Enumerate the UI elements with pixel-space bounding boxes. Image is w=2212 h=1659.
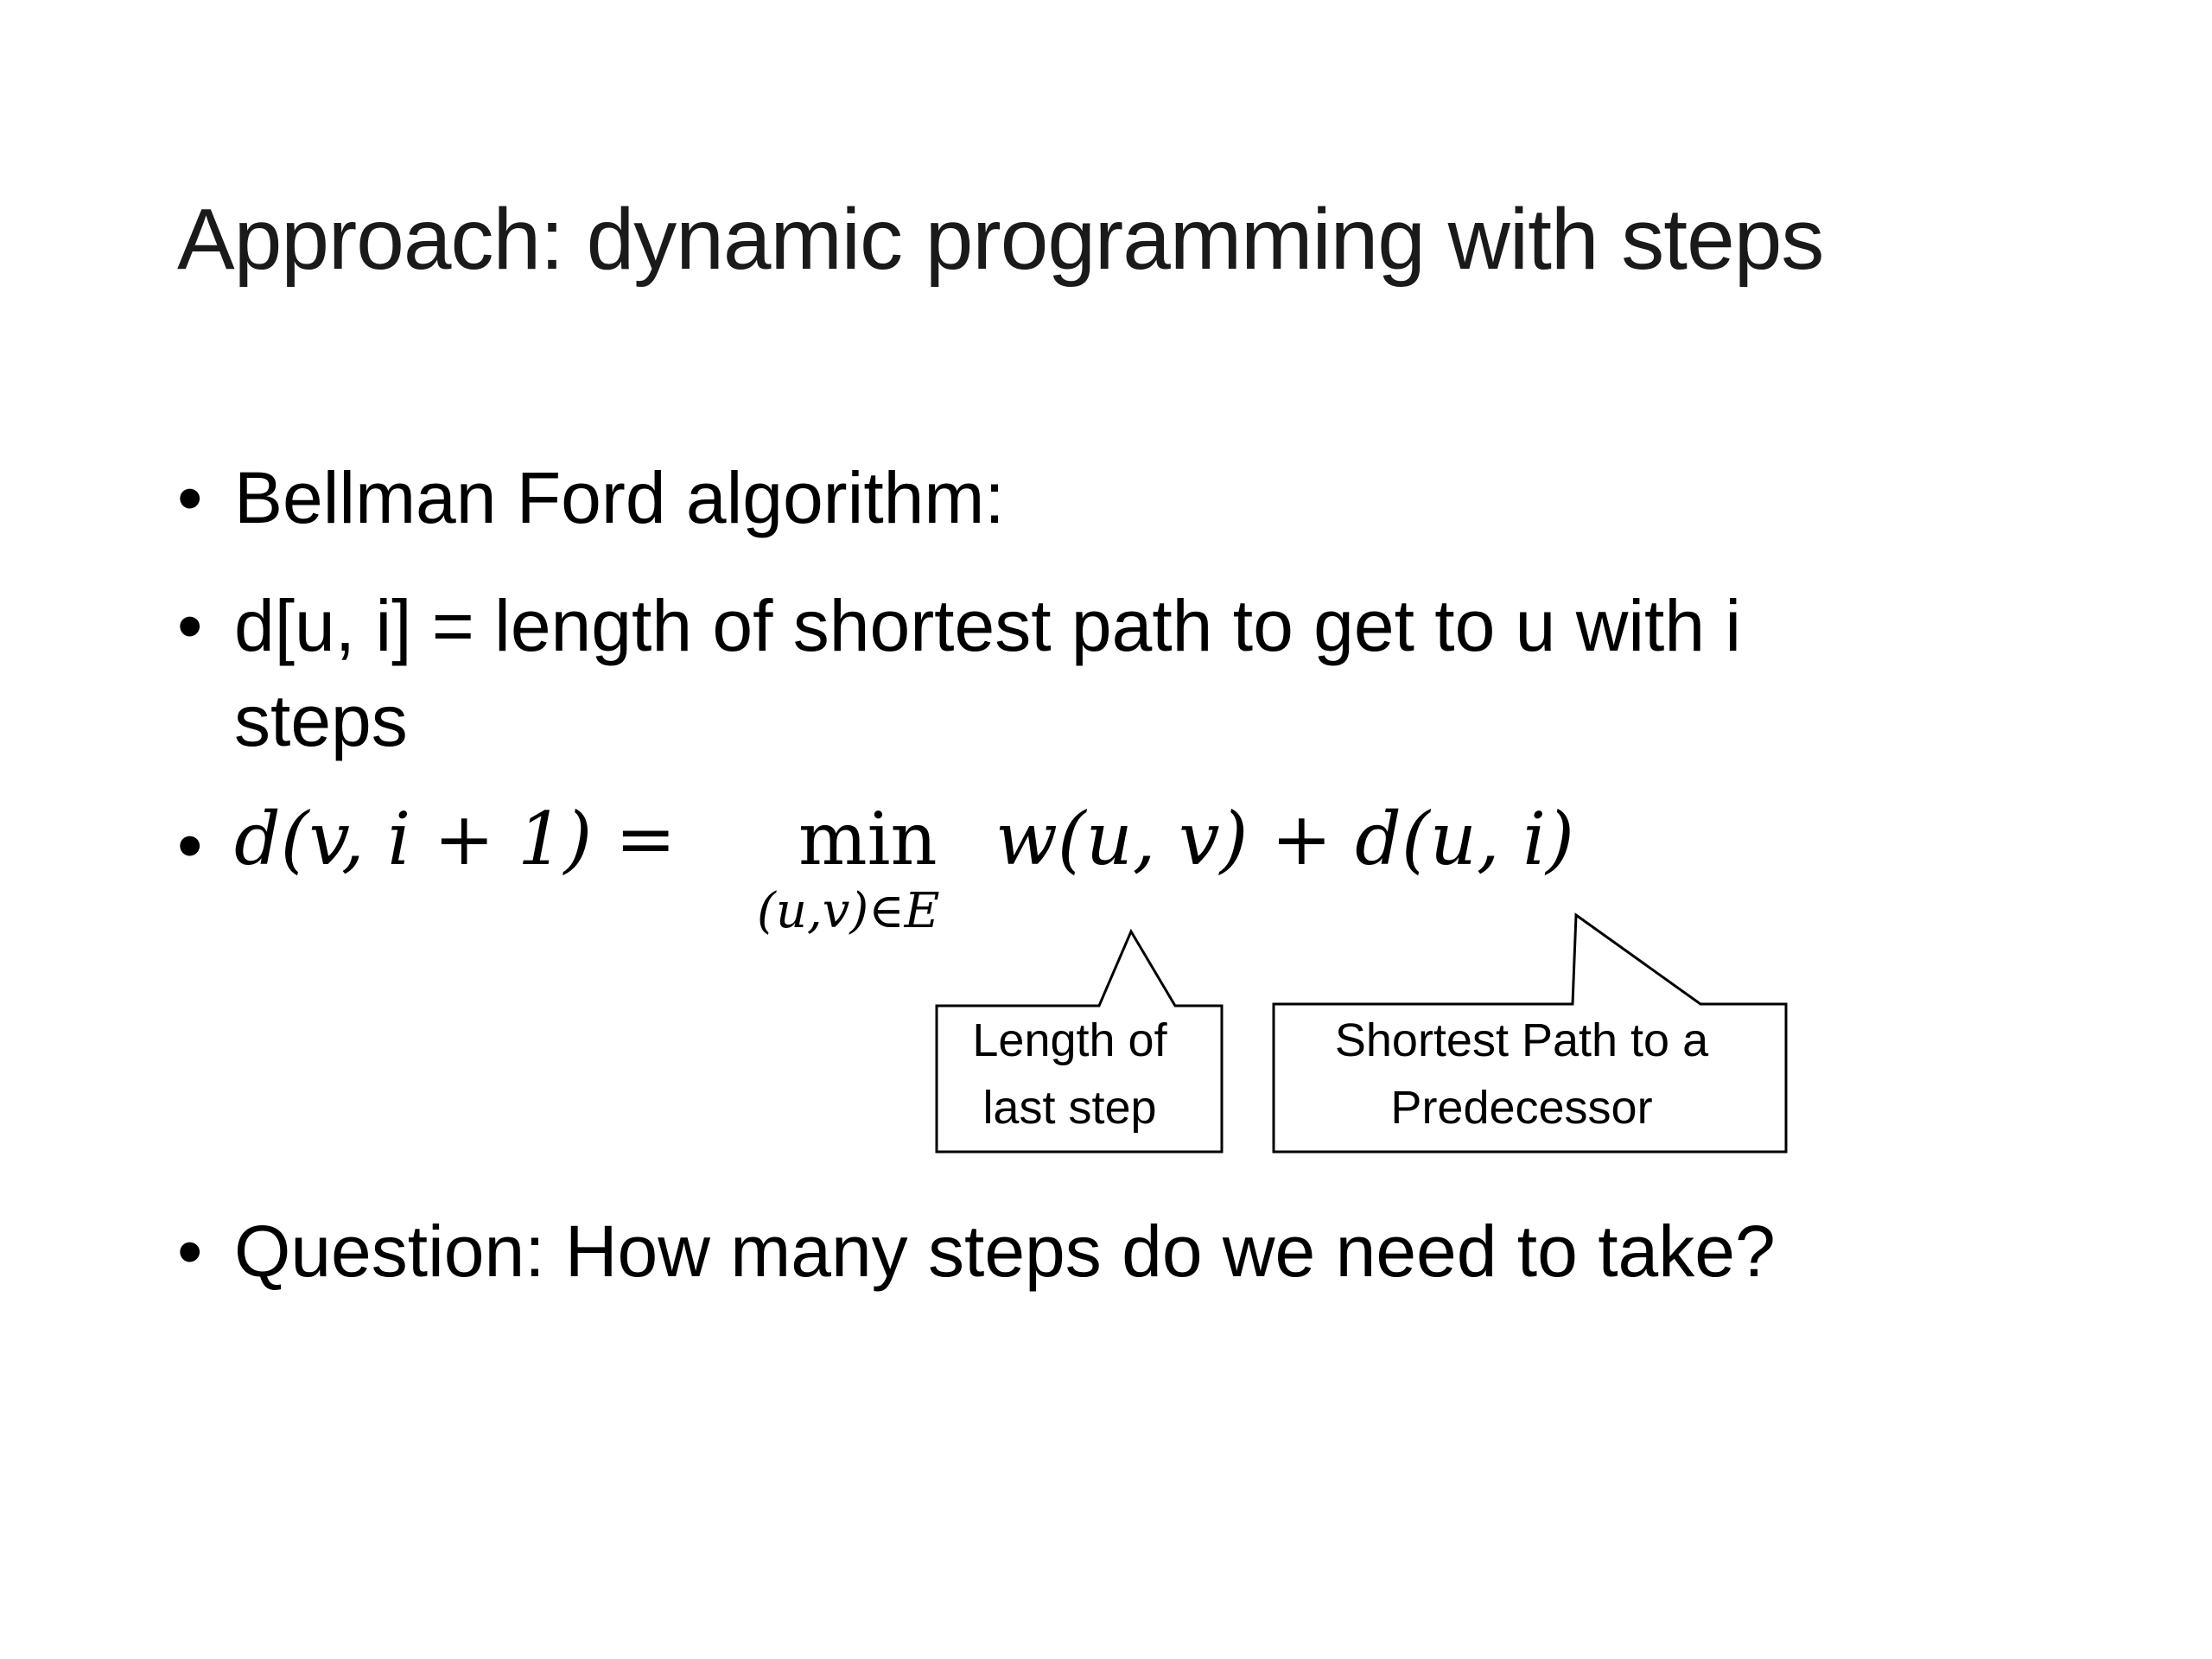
bullet-text-line2: steps — [234, 680, 408, 761]
slide-title: Approach: dynamic programming with steps — [177, 191, 1824, 288]
bullet-dot: • — [177, 457, 203, 538]
formula-min-subscript: (u,v)∈E — [757, 883, 940, 939]
bullet-text: Bellman Ford algorithm: — [234, 457, 1005, 538]
formula-min-operator: min — [798, 797, 938, 881]
bullet-text-line1: d[u, i] = length of shortest path to get to u with i — [234, 585, 1742, 666]
bullet-text: Question: How many steps do we need to take? — [234, 1211, 1776, 1292]
formula-rhs: w(u, v) + d(u, i) — [995, 797, 1574, 881]
bullet-dot: • — [177, 1211, 203, 1292]
bullet-dot: • — [177, 585, 203, 666]
formula-lhs: d(v, i + 1) = — [234, 797, 677, 881]
callout-text-shortest-path: Shortest Path to a Predecessor — [1334, 1014, 1709, 1134]
bullet-dot: • — [177, 804, 203, 886]
callout-text-length-of-last-step: Length of last step — [972, 1014, 1167, 1134]
